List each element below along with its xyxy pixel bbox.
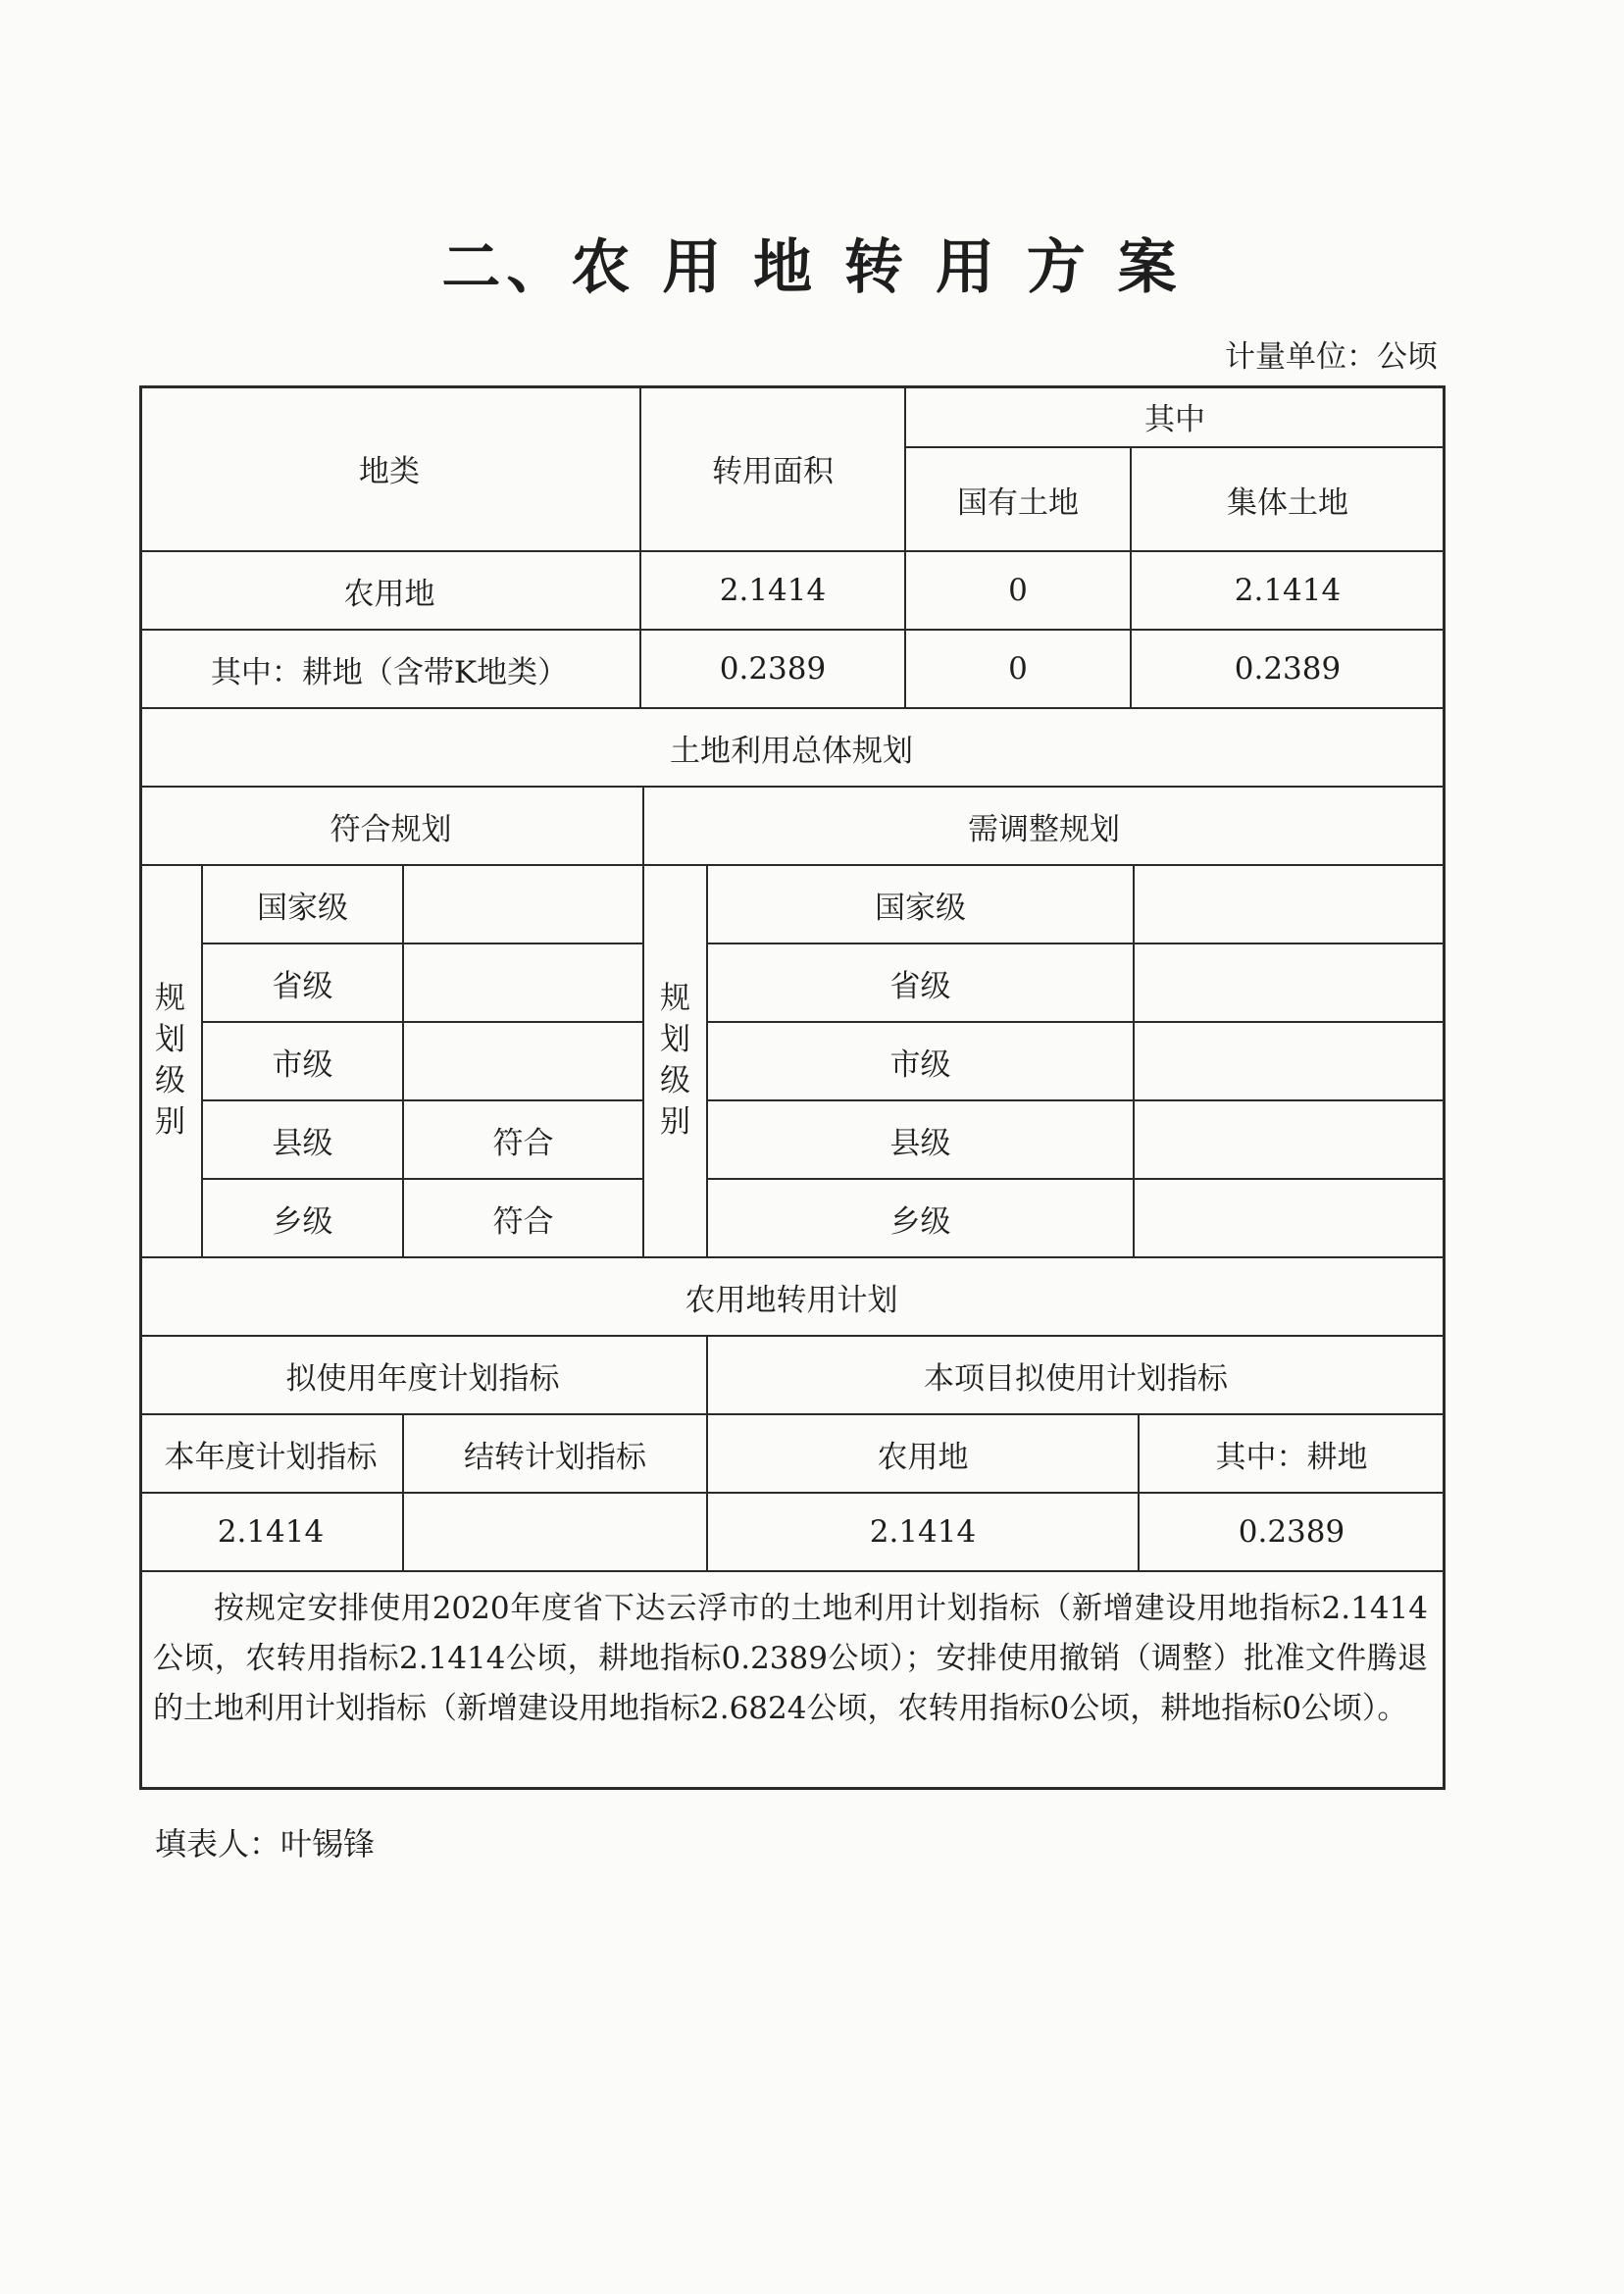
left-status-county: 符合 (404, 1101, 644, 1180)
left-status-city (404, 1023, 644, 1101)
header-land-type: 地类 (139, 385, 641, 552)
header-adjust-plan: 需调整规划 (644, 788, 1446, 866)
left-level-county: 县级 (203, 1101, 404, 1180)
header-project-index: 本项目拟使用计划指标 (708, 1337, 1446, 1415)
header-project-farmland: 农用地 (708, 1415, 1140, 1494)
right-status-county (1135, 1101, 1446, 1180)
row-farmland-collective: 2.1414 (1132, 552, 1446, 631)
land-conversion-table (139, 385, 1446, 1790)
right-status-provincial (1135, 944, 1446, 1023)
header-collective-land: 集体土地 (1132, 448, 1446, 552)
section-overall-plan: 土地利用总体规划 (139, 709, 1446, 788)
right-level-national: 国家级 (708, 866, 1135, 944)
header-state-land: 国有土地 (906, 448, 1132, 552)
left-level-provincial: 省级 (203, 944, 404, 1023)
header-carry-over: 结转计划指标 (404, 1415, 708, 1494)
header-of-which: 其中 (906, 385, 1446, 448)
header-current-year: 本年度计划指标 (139, 1415, 404, 1494)
header-annual-index: 拟使用年度计划指标 (139, 1337, 708, 1415)
right-level-city: 市级 (708, 1023, 1135, 1101)
left-status-national (404, 866, 644, 944)
value-project-farmland: 2.1414 (708, 1494, 1140, 1572)
filler-name: 填表人：叶锡锋 (155, 1825, 376, 1862)
row-arable-state: 0 (906, 631, 1132, 709)
right-level-county: 县级 (708, 1101, 1135, 1180)
right-status-city (1135, 1023, 1446, 1101)
section-conversion-plan: 农用地转用计划 (139, 1258, 1446, 1337)
left-status-provincial (404, 944, 644, 1023)
header-conform-plan: 符合规划 (139, 788, 644, 866)
left-level-national: 国家级 (203, 866, 404, 944)
row-arable-area: 0.2389 (641, 631, 906, 709)
left-level-township: 乡级 (203, 1180, 404, 1258)
right-level-provincial: 省级 (708, 944, 1135, 1023)
value-current-year: 2.1414 (139, 1494, 404, 1572)
value-carry-over (404, 1494, 708, 1572)
row-farmland-area: 2.1414 (641, 552, 906, 631)
row-arable-collective: 0.2389 (1132, 631, 1446, 709)
plan-note: 按规定安排使用2020年度省下达云浮市的土地利用计划指标（新增建设用地指标2.1414公顷，农转用指标2.1414公顷，耕地指标0.2389公顷）；安排使用撤销（调整）批准文件腾退的土地利用计划指标（新增建设用地指标2.6824公顷，农转用指标0公顷，耕地指标0公顷）。 (153, 1591, 1428, 1726)
header-area: 转用面积 (641, 385, 906, 552)
unit-label: 计量单位：公顷 (1225, 339, 1438, 375)
row-arable-label: 其中：耕地（含带K地类） (139, 631, 641, 709)
right-status-township (1135, 1180, 1446, 1258)
left-level-city: 市级 (203, 1023, 404, 1101)
left-plan-level-label: 规 划 级 别 (139, 866, 203, 1258)
row-farmland-state: 0 (906, 552, 1132, 631)
right-level-township: 乡级 (708, 1180, 1135, 1258)
header-project-arable: 其中：耕地 (1140, 1415, 1446, 1494)
value-project-arable: 0.2389 (1140, 1494, 1446, 1572)
row-farmland-label: 农用地 (139, 552, 641, 631)
right-status-national (1135, 866, 1446, 944)
right-plan-level-label: 规 划 级 别 (644, 866, 708, 1258)
page-title: 二、农 用 地 转 用 方 案 (441, 233, 1183, 302)
left-status-township: 符合 (404, 1180, 644, 1258)
